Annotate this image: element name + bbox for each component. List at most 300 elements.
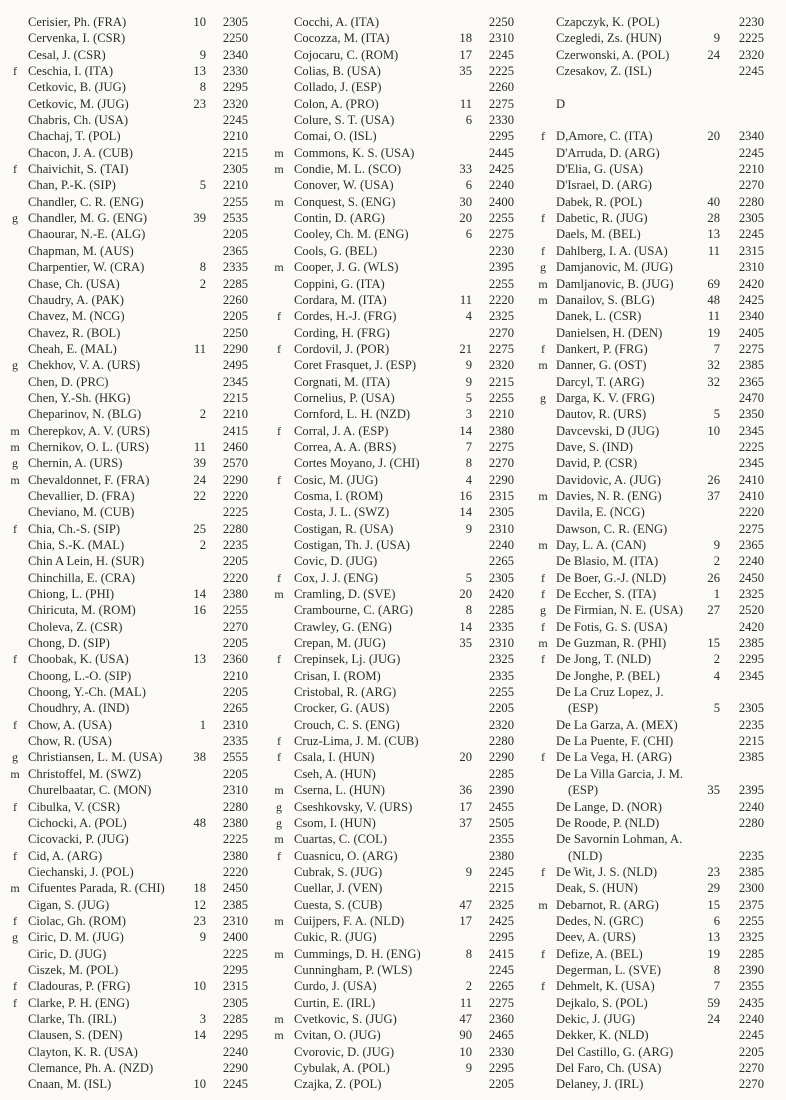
player-name: Cosic, M. (JUG) xyxy=(294,472,378,487)
player-entry xyxy=(4,651,254,667)
player-entry xyxy=(4,1076,254,1092)
rating-value: 2335 xyxy=(222,260,248,275)
player-entry xyxy=(268,864,518,880)
rating-value: 2295 xyxy=(488,1061,514,1075)
rating-value: 2255 xyxy=(488,685,514,700)
rating-value: 2305 xyxy=(222,995,248,1010)
games-count: 16 xyxy=(193,603,206,618)
title-marker: f xyxy=(13,521,17,536)
rating-value: 2340 xyxy=(738,309,764,324)
player-name: Cid, A. (ARG) xyxy=(28,848,103,863)
player-entry xyxy=(532,913,782,929)
player-name: Cooley, Ch. M. (ENG) xyxy=(294,227,409,242)
player-name: Correa, A. A. (BRS) xyxy=(294,439,397,454)
player-name: Cvorovic, D. (JUG) xyxy=(294,1044,395,1059)
player-entry xyxy=(532,423,782,439)
rating-value: 2535 xyxy=(222,211,248,226)
player-entry xyxy=(4,488,254,504)
player-name: Daels, M. (BEL) xyxy=(556,227,641,242)
player-name: Ciolac, Gh. (ROM) xyxy=(28,913,126,928)
rating-value: 2555 xyxy=(222,750,248,765)
title-marker: f xyxy=(13,717,17,732)
rating-value: 2230 xyxy=(738,15,764,29)
title-marker: f xyxy=(541,979,545,994)
rating-value: 2210 xyxy=(222,407,248,422)
rating-value: 2220 xyxy=(738,505,764,520)
player-name: Dabetic, R. (JUG) xyxy=(556,211,648,226)
player-name: Chavez, M. (NCG) xyxy=(28,309,125,324)
player-entry xyxy=(268,472,518,488)
rating-value: 2290 xyxy=(222,472,248,487)
games-count: 9 xyxy=(465,1061,472,1075)
player-entry xyxy=(4,128,254,144)
rating-value: 2435 xyxy=(738,995,764,1010)
games-count: 20 xyxy=(707,129,720,144)
title-marker: m xyxy=(274,145,284,160)
player-entry xyxy=(268,570,518,586)
player-name: Crouch, C. S. (ENG) xyxy=(294,717,400,732)
rating-value: 2290 xyxy=(222,341,248,356)
player-name: Chachaj, T. (POL) xyxy=(28,129,121,144)
player-entry xyxy=(268,406,518,422)
player-entry xyxy=(268,717,518,733)
player-entry xyxy=(532,717,782,733)
player-entry xyxy=(268,962,518,978)
player-entry xyxy=(268,308,518,324)
rating-value: 2285 xyxy=(488,766,514,781)
player-entry xyxy=(532,439,782,455)
games-count: 39 xyxy=(193,211,206,226)
player-name: Danner, G. (OST) xyxy=(556,358,647,373)
games-count: 8 xyxy=(465,603,472,618)
player-name: De Guzman, R. (PHI) xyxy=(556,636,667,651)
rating-value: 2425 xyxy=(488,162,514,177)
games-count: 8 xyxy=(465,456,472,471)
player-name: Crepan, M. (JUG) xyxy=(294,636,386,651)
player-name: Crambourne, C. (ARG) xyxy=(294,603,413,618)
player-name: Choong, L.-O. (SIP) xyxy=(28,668,132,683)
rating-value: 2225 xyxy=(488,64,514,79)
player-entry xyxy=(532,553,782,569)
player-entry xyxy=(268,602,518,618)
rating-value: 2275 xyxy=(738,341,764,356)
rating-value: 2240 xyxy=(488,178,514,193)
games-count: 11 xyxy=(193,439,206,454)
player-name: Davidovic, A. (JUG) xyxy=(556,472,661,487)
player-name: (ESP) xyxy=(568,783,599,798)
player-name: Crocker, G. (AUS) xyxy=(294,701,390,716)
player-name: Czajka, Z. (POL) xyxy=(294,1077,382,1092)
rating-value: 2300 xyxy=(738,881,764,896)
player-entry xyxy=(4,602,254,618)
player-entry xyxy=(4,749,254,765)
player-name: Cuellar, J. (VEN) xyxy=(294,881,383,896)
column-1 xyxy=(4,14,254,1093)
games-count: 27 xyxy=(707,603,720,618)
section-gap xyxy=(532,79,782,95)
player-entry xyxy=(4,635,254,651)
title-marker: g xyxy=(540,390,546,405)
rating-value: 2380 xyxy=(488,423,514,438)
player-name: Chapman, M. (AUS) xyxy=(28,243,134,258)
rating-value: 2315 xyxy=(222,979,248,994)
player-name: Cukic, R. (JUG) xyxy=(294,930,377,945)
games-count: 7 xyxy=(713,979,720,994)
title-marker: f xyxy=(541,243,545,258)
player-name: Crisan, I. (ROM) xyxy=(294,668,381,683)
rating-value: 2285 xyxy=(488,603,514,618)
games-count: 24 xyxy=(707,47,720,62)
player-entry xyxy=(268,63,518,79)
player-name: Chen, D. (PRC) xyxy=(28,374,109,389)
rating-value: 2205 xyxy=(488,701,514,716)
rating-value: 2205 xyxy=(738,1044,764,1059)
player-entry xyxy=(268,733,518,749)
player-entry xyxy=(4,1044,254,1060)
player-name: Curdo, J. (USA) xyxy=(294,979,377,994)
rating-value: 2315 xyxy=(488,488,514,503)
player-name: Chia, S.-K. (MAL) xyxy=(28,538,125,552)
rating-value: 2265 xyxy=(222,701,248,716)
player-name: Curtin, E. (IRL) xyxy=(294,995,376,1010)
rating-value: 2355 xyxy=(738,979,764,994)
player-entry xyxy=(4,619,254,635)
player-name: Cordovil, J. (POR) xyxy=(294,341,390,356)
player-name: Chase, Ch. (USA) xyxy=(28,276,120,291)
player-name: Cervenka, I. (CSR) xyxy=(28,31,126,46)
games-count: 20 xyxy=(459,211,472,226)
player-name: Ceschia, I. (ITA) xyxy=(28,64,114,79)
player-name: Cerisier, Ph. (FRA) xyxy=(28,15,127,29)
player-entry xyxy=(532,668,782,684)
rating-value: 2325 xyxy=(488,652,514,667)
games-count: 17 xyxy=(459,913,472,928)
rating-value: 2230 xyxy=(488,243,514,258)
rating-value: 2395 xyxy=(488,260,514,275)
player-entry xyxy=(532,880,782,896)
title-marker: m xyxy=(274,946,284,961)
player-name: Cornford, L. H. (NZD) xyxy=(294,407,411,422)
games-count: 19 xyxy=(707,325,720,340)
player-entry xyxy=(268,815,518,831)
games-count: 26 xyxy=(707,570,720,585)
player-name: Cigan, S. (JUG) xyxy=(28,897,110,912)
games-count: 8 xyxy=(465,946,472,961)
player-name: Cetkovic, M. (JUG) xyxy=(28,96,129,111)
player-entry xyxy=(4,782,254,798)
games-count: 6 xyxy=(713,913,720,928)
player-name: Corral, J. A. (ESP) xyxy=(294,423,389,438)
player-name: Chernin, A. (URS) xyxy=(28,456,123,471)
player-name: Clayton, K. R. (USA) xyxy=(28,1044,138,1059)
player-entry xyxy=(4,63,254,79)
games-count: 28 xyxy=(707,211,720,226)
player-name: Covic, D. (JUG) xyxy=(294,554,378,569)
games-count: 35 xyxy=(459,64,472,79)
player-name: Clarke, Th. (IRL) xyxy=(28,1011,117,1026)
player-name: Ciric, D. M. (JUG) xyxy=(28,930,124,945)
rating-value: 2305 xyxy=(738,211,764,226)
rating-value: 2245 xyxy=(488,962,514,977)
player-entry xyxy=(4,243,254,259)
rating-value: 2275 xyxy=(488,227,514,242)
player-entry xyxy=(532,243,782,259)
player-entry xyxy=(268,357,518,373)
player-name: D'Israel, D. (ARG) xyxy=(556,178,652,193)
player-entry xyxy=(268,504,518,520)
player-name: Davila, E. (NCG) xyxy=(556,505,645,520)
rating-value: 2345 xyxy=(738,423,764,438)
rating-value: 2245 xyxy=(488,47,514,62)
rating-value: 2235 xyxy=(222,538,248,552)
games-count: 6 xyxy=(465,113,472,128)
player-name: Corgnati, M. (ITA) xyxy=(294,374,390,389)
rating-value: 2365 xyxy=(738,374,764,389)
player-name: Day, L. A. (CAN) xyxy=(556,538,647,552)
player-entry xyxy=(268,374,518,390)
games-count: 14 xyxy=(459,619,472,634)
player-entry xyxy=(532,586,782,602)
games-count: 14 xyxy=(459,423,472,438)
games-count: 18 xyxy=(459,31,472,46)
rating-value: 2285 xyxy=(738,946,764,961)
player-name: Cristobal, R. (ARG) xyxy=(294,685,397,700)
player-name: Chekhov, V. A. (URS) xyxy=(28,358,141,373)
player-name: Cuijpers, F. A. (NLD) xyxy=(294,913,405,928)
player-entry xyxy=(532,602,782,618)
title-marker: m xyxy=(274,913,284,928)
player-entry xyxy=(268,749,518,765)
player-name: Dabek, R. (POL) xyxy=(556,194,643,209)
player-entry xyxy=(4,276,254,292)
rating-value: 2310 xyxy=(738,260,764,275)
player-name: Churelbaatar, C. (MON) xyxy=(28,783,152,798)
rating-value: 2210 xyxy=(488,407,514,422)
rating-value: 2220 xyxy=(488,292,514,307)
games-count: 13 xyxy=(707,930,720,945)
player-entry xyxy=(4,766,254,782)
player-name: Choong, Y.-Ch. (MAL) xyxy=(28,685,146,700)
player-entry xyxy=(268,325,518,341)
player-name: Del Castillo, G. (ARG) xyxy=(556,1044,674,1059)
player-entry xyxy=(532,995,782,1011)
player-name: Danek, L. (CSR) xyxy=(556,309,642,324)
title-marker: f xyxy=(277,341,281,356)
rating-value: 2205 xyxy=(222,309,248,324)
rating-value: 2235 xyxy=(738,848,764,863)
rating-value: 2245 xyxy=(738,227,764,242)
title-marker: f xyxy=(277,848,281,863)
title-marker: g xyxy=(12,930,18,945)
rating-value: 2325 xyxy=(488,897,514,912)
player-entry xyxy=(268,47,518,63)
player-entry xyxy=(4,995,254,1011)
games-count: 90 xyxy=(459,1028,472,1043)
rating-value: 2210 xyxy=(738,162,764,177)
player-name: De La Garza, A. (MEX) xyxy=(556,717,678,732)
rating-value: 2275 xyxy=(488,439,514,454)
games-count: 23 xyxy=(193,96,206,111)
rating-value: 2375 xyxy=(738,897,764,912)
player-entry xyxy=(268,128,518,144)
games-count: 9 xyxy=(465,374,472,389)
rating-value: 2305 xyxy=(488,570,514,585)
rating-value: 2380 xyxy=(222,815,248,830)
rating-value: 2305 xyxy=(738,701,764,716)
player-entry xyxy=(532,1060,782,1076)
games-count: 6 xyxy=(465,227,472,242)
player-name: Clausen, S. (DEN) xyxy=(28,1028,123,1043)
player-name: Dekker, K. (NLD) xyxy=(556,1028,649,1043)
player-entry xyxy=(532,635,782,651)
player-name: Chacon, J. A. (CUB) xyxy=(28,145,133,160)
player-name: Christoffel, M. (SWZ) xyxy=(28,766,142,781)
player-name: De Wit, J. S. (NLD) xyxy=(556,864,658,879)
player-entry-continuation xyxy=(532,848,782,864)
rating-value: 2345 xyxy=(222,374,248,389)
player-entry xyxy=(268,79,518,95)
title-marker: f xyxy=(541,946,545,961)
rating-value: 2350 xyxy=(738,407,764,422)
rating-value: 2255 xyxy=(222,194,248,209)
player-entry xyxy=(4,978,254,994)
games-count: 35 xyxy=(459,636,472,651)
title-marker: m xyxy=(274,1028,284,1043)
rating-value: 2450 xyxy=(222,881,248,896)
games-count: 1 xyxy=(199,717,206,732)
player-entry xyxy=(532,962,782,978)
games-count: 19 xyxy=(707,946,720,961)
player-name: Clarke, P. H. (ENG) xyxy=(28,995,130,1010)
player-name: Chin A Lein, H. (SUR) xyxy=(28,554,145,569)
player-entry xyxy=(532,1044,782,1060)
rating-value: 2385 xyxy=(222,897,248,912)
player-entry xyxy=(532,308,782,324)
rating-value: 2410 xyxy=(738,472,764,487)
rating-value: 2410 xyxy=(738,488,764,503)
player-entry xyxy=(532,619,782,635)
title-marker: m xyxy=(274,783,284,798)
player-name: Cheah, E. (MAL) xyxy=(28,341,117,356)
games-count: 48 xyxy=(707,292,720,307)
player-name: Danailov, S. (BLG) xyxy=(556,292,655,307)
player-entry xyxy=(4,848,254,864)
games-count: 23 xyxy=(193,913,206,928)
rating-value: 2225 xyxy=(738,31,764,46)
title-marker: f xyxy=(13,848,17,863)
rating-value: 2240 xyxy=(738,799,764,814)
title-marker: f xyxy=(277,570,281,585)
games-count: 47 xyxy=(459,897,472,912)
player-entry xyxy=(4,374,254,390)
games-count: 12 xyxy=(193,897,206,912)
player-entry xyxy=(4,390,254,406)
games-count: 40 xyxy=(707,194,720,209)
rating-value: 2325 xyxy=(738,930,764,945)
games-count: 15 xyxy=(707,897,720,912)
rating-value: 2340 xyxy=(222,47,248,62)
games-count: 37 xyxy=(459,815,472,830)
title-marker: f xyxy=(541,750,545,765)
rating-value: 2245 xyxy=(488,864,514,879)
player-name: Cubrak, S. (JUG) xyxy=(294,864,383,879)
rating-value: 2505 xyxy=(488,815,514,830)
player-entry xyxy=(268,978,518,994)
title-marker: f xyxy=(277,423,281,438)
player-name: Cetkovic, B. (JUG) xyxy=(28,80,126,95)
games-count: 4 xyxy=(465,309,472,324)
rating-value: 2285 xyxy=(222,276,248,291)
rating-value: 2225 xyxy=(222,832,248,847)
player-entry xyxy=(4,553,254,569)
rating-value: 2260 xyxy=(488,80,514,95)
player-entry xyxy=(4,210,254,226)
player-entry xyxy=(4,586,254,602)
games-count: 8 xyxy=(713,962,720,977)
title-marker: m xyxy=(10,766,20,781)
rating-value: 2315 xyxy=(738,243,764,258)
rating-value: 2395 xyxy=(738,783,764,798)
games-count: 3 xyxy=(199,1011,206,1026)
player-entry xyxy=(532,864,782,880)
rating-value: 2305 xyxy=(488,505,514,520)
player-entry xyxy=(4,504,254,520)
rating-value: 2215 xyxy=(222,145,248,160)
player-name: Deev, A. (URS) xyxy=(556,930,636,945)
player-name: Cording, H. (FRG) xyxy=(294,325,390,340)
player-name: Choudhry, A. (IND) xyxy=(28,701,130,716)
rating-value: 2415 xyxy=(488,946,514,961)
player-entry xyxy=(268,390,518,406)
player-entry xyxy=(532,766,782,782)
rating-value: 2280 xyxy=(488,734,514,749)
games-count: 5 xyxy=(199,178,206,193)
player-entry xyxy=(268,145,518,161)
player-entry xyxy=(268,226,518,242)
rating-value: 2255 xyxy=(488,276,514,291)
player-name: Cnaan, M. (ISL) xyxy=(28,1077,112,1092)
rating-value: 2215 xyxy=(488,881,514,896)
games-count: 11 xyxy=(459,96,472,111)
rating-value: 2280 xyxy=(222,799,248,814)
rating-value: 2270 xyxy=(738,1061,764,1075)
rating-value: 2330 xyxy=(488,1044,514,1059)
player-name: Dankert, P. (FRG) xyxy=(556,341,648,356)
rating-value: 2385 xyxy=(738,358,764,373)
player-name: Cseshkovsky, V. (URS) xyxy=(294,799,413,814)
player-entry xyxy=(268,521,518,537)
games-count: 7 xyxy=(465,439,472,454)
player-entry xyxy=(532,946,782,962)
rating-value: 2250 xyxy=(222,325,248,340)
player-name: D'Arruda, D. (ARG) xyxy=(556,145,660,160)
games-count: 20 xyxy=(459,587,472,602)
player-entry xyxy=(532,749,782,765)
games-count: 3 xyxy=(465,407,472,422)
player-entry xyxy=(532,570,782,586)
player-name: Cramling, D. (SVE) xyxy=(294,587,396,602)
player-name: De La Vega, H. (ARG) xyxy=(556,750,672,765)
rating-value: 2225 xyxy=(222,505,248,520)
rating-value: 2420 xyxy=(738,619,764,634)
rating-value: 2255 xyxy=(488,211,514,226)
games-count: 35 xyxy=(707,783,720,798)
rating-value: 2295 xyxy=(222,1028,248,1043)
player-entry xyxy=(532,226,782,242)
player-entry xyxy=(268,161,518,177)
player-entry xyxy=(4,880,254,896)
player-name: Czegledi, Zs. (HUN) xyxy=(556,31,662,46)
